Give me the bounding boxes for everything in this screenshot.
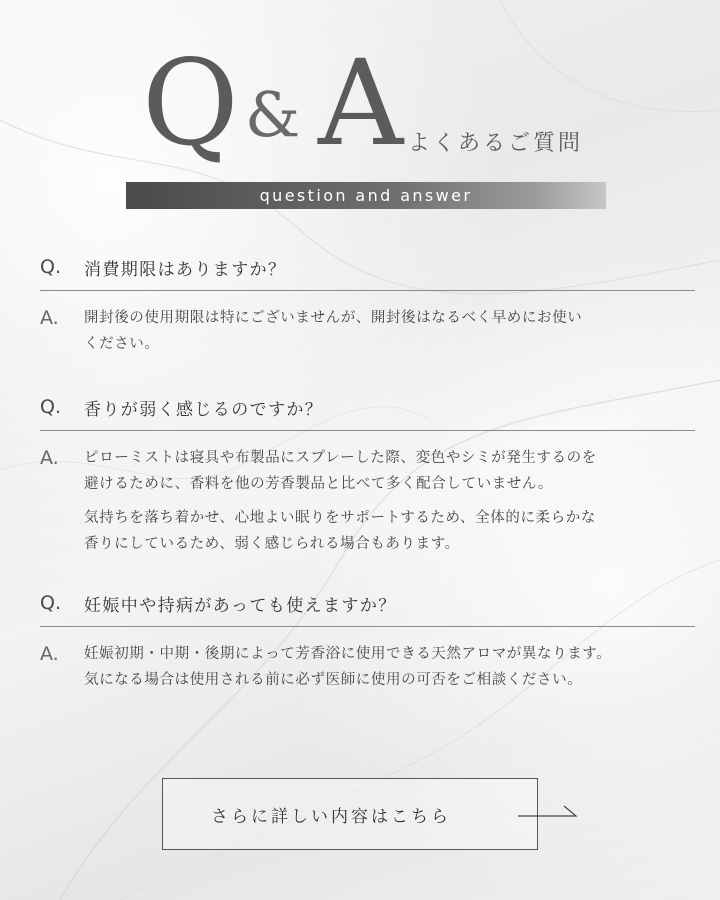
answer-line: 避けるために、香料を他の芳香製品と比べて多く配合していません。 [84,476,553,492]
answer-paragraph [84,445,695,497]
question-row [40,392,695,431]
answer-row [40,641,695,693]
qa-item-1 [40,252,695,357]
header-q-letter: Q [142,34,239,172]
answer-line: ピローミストは寝具や布製品にスプレーした際、変色やシミが発生するのを [84,450,597,466]
qa-item-3 [40,588,695,693]
header-a-letter: A [318,34,404,172]
header-band: question and answer [126,182,606,209]
answer-text [84,445,695,557]
question-mark: Q. [40,396,61,418]
question-text: 妊娠中や持病があっても使えますか？ [84,595,397,616]
header-subtitle: よくあるご質問 [408,131,584,156]
question-row [40,588,695,627]
question-row [40,252,695,291]
more-details-button[interactable] [162,778,538,850]
answer-row [40,445,695,557]
answer-line: 開封後の使用期限は特にございませんが、開封後はなるべく早めにお使い [84,310,583,326]
header-ampersand: & [245,78,301,151]
qa-item-2 [40,392,695,557]
answer-line: 気持ちを落ち着かせ、心地よい眠りをサポートするため、全体的に柔らかな [84,510,596,526]
more-details-label: さらに詳しい内容はこちら [211,806,451,827]
answer-paragraph [84,505,695,557]
answer-paragraph [84,641,695,693]
answer-line: 気になる場合は使用される前に必ず医師に使用の可否をご相談ください。 [84,672,583,688]
answer-mark: A. [40,447,59,469]
question-mark: Q. [40,592,61,614]
answer-text [84,641,695,693]
answer-text [84,305,695,357]
arrow-right-icon [518,804,578,818]
question-text: 香りが弱く感じるのですか？ [84,399,324,420]
answer-mark: A. [40,307,59,329]
qa-header [0,0,720,220]
answer-line: ください。 [84,336,160,352]
answer-line: 香りにしているため、弱く感じられる場合もあります。 [84,536,460,552]
answer-mark: A. [40,643,59,665]
answer-paragraph [84,305,695,357]
answer-row [40,305,695,357]
question-mark: Q. [40,256,61,278]
question-text: 消費期限はありますか？ [84,259,287,280]
answer-line: 妊娠初期・中期・後期によって芳香浴に使用できる天然アロマが異なります。 [84,646,612,662]
